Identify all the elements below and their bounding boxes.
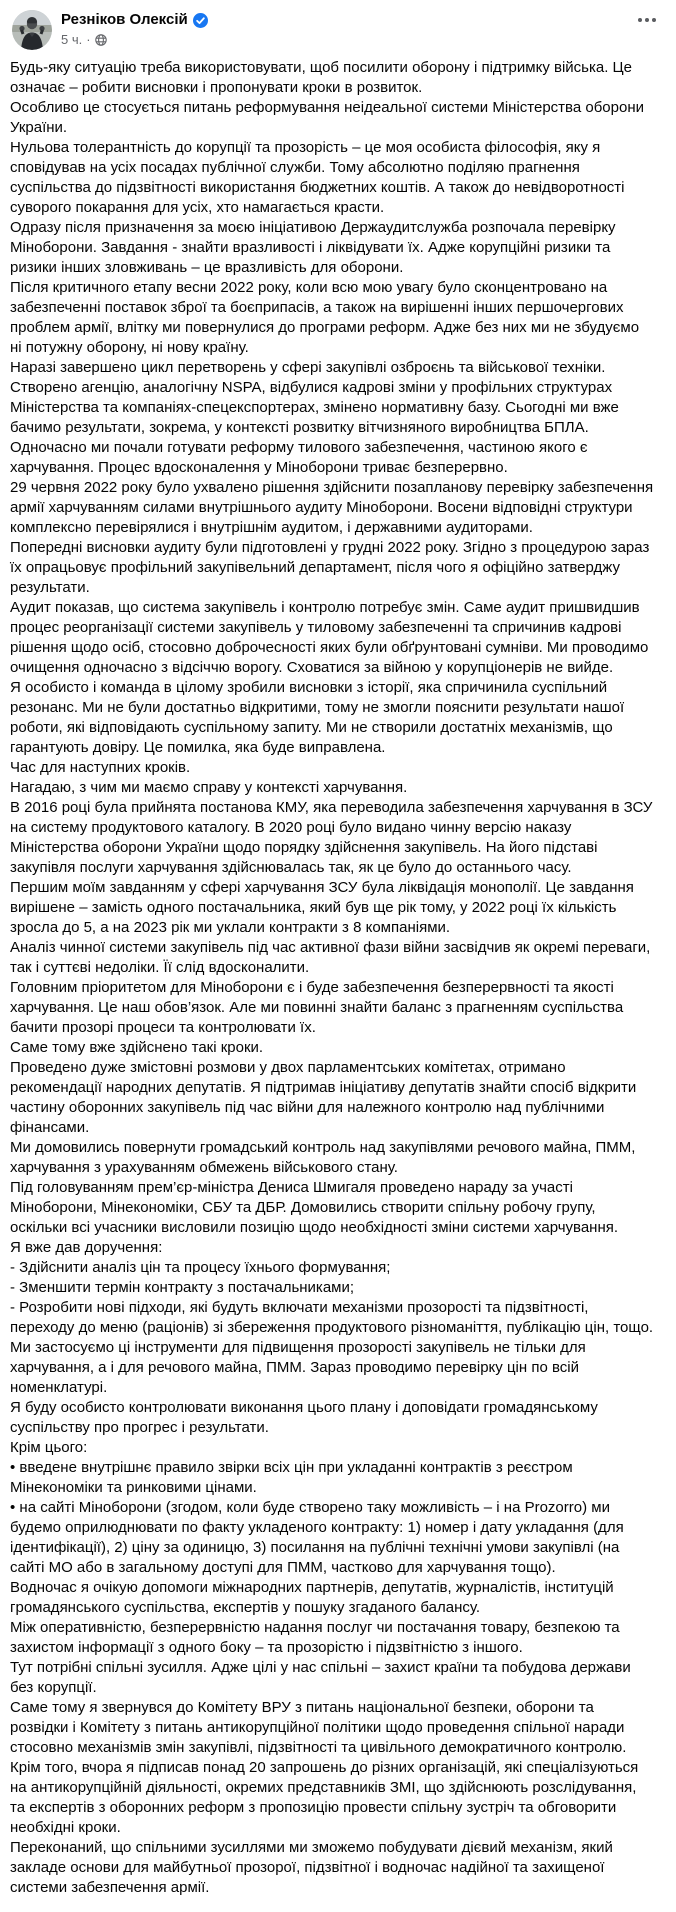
more-options-icon [638,18,656,22]
post-paragraph: Одразу після призначення за моєю ініціативою Держаудитслужба розпочала перевірку Міноборони. Завдання - знайти вразливості і ліквідувати їх. Адже корупційні ризики та ризики інших зловживань – це вразливість для оборони. [10,219,616,276]
post-paragraph: • введене внутрішнє правило звірки всіх цін при укладанні контрактів з реєстром Мінекономіки та ринковими цінами. [10,1459,573,1496]
globe-icon [95,34,107,46]
post-meta-row [61,31,630,48]
post-paragraph: Одночасно ми почали готувати реформу тилового забезпечення, частиною якого є харчування. Процес вдосконалення у Міноборони триває безперервно. [10,439,588,476]
post-paragraph: Ми застосуємо ці інструменти для підвищення прозорості закупівель не тільки для харчування, а і для речового майна, ПММ. Зараз проводимо перевірку цін по всій номенклатурі. [10,1339,586,1396]
post-paragraph: Час для наступних кроків. [10,759,191,776]
meta-separator: · [86,32,91,47]
post-paragraph: Я вже дав доручення: [10,1239,163,1256]
post-paragraph: Аналіз чинної системи закупівель під час активної фази війни засвідчив як окремі переваги, так і суттєві недоліки. Її слід вдосконалити. [10,939,651,976]
post-paragraph: Після критичного етапу весни 2022 року, коли всю мою увагу було сконцентровано на забезпеченні поставок зброї та боєприпасів, а також на вирішенні інших першочергових проблем армії, влітку ми повернулися до програми реформ. Адже без них ми не збудуємо ні потужну оборону, ні нову країну. [10,279,640,356]
post-paragraph: Переконаний, що спільними зусиллями ми зможемо побудувати дієвий механізм, який закладе основи для майбутньої прозорої, підзвітної і водночас надійної та захищеної системи забезпечення армії. [10,1839,613,1896]
post-paragraph: Крім цього: [10,1439,88,1456]
post-paragraph: Під головуванням прем’єр-міністра Дениса Шмигаля проведено нараду за участі Міноборони, Мінекономіки, СБУ та ДБР. Домовились створити спільну робочу групу, оскільки всі учасники висловили позицію щодо необхідності зміни системи харчування. [10,1179,619,1236]
post-paragraph: • на сайті Міноборони (згодом, коли буде створено таку можливість – і на Prozorro) ми будемо оприлюднювати по факту укладеного контракту: 1) номер і дату укладання (для ідентифікації), 2) ціну за одиницю, 3) посилання на публічні технічні умови закупівлі (на сайті МО або в загальному доступі для ПММ, частково для харчування тощо). [10,1499,624,1576]
post-paragraph: В 2016 році була прийнята постанова КМУ, яка переводила забезпечення харчування в ЗСУ на систему продуктового каталогу. В 2020 році було видано чинну версію наказу Міністерства оборони України щодо порядку здійснення закупівель. На його підставі закупівля послуги харчування здійснювалась так, як це було до останнього часу. [10,799,653,876]
post-paragraph: Нульова толерантність до корупції та прозорість – це моя особиста філософія, яку я сповідував на усіх посадах публічної служби. Тому абсолютно поділяю прагнення суспільства до підзвітності використання бюджетних коштів. А також до невідворотності суворого покарання для усіх, хто намагається красти. [10,139,625,216]
post-paragraph: Аудит показав, що система закупівель і контролю потребує змін. Саме аудит пришвидшив процес реорганізації системи закупівель у тиловому забезпеченні та спричинив кадрові рішення щодо осіб, стосовно доброчесності яких були обґрунтовані сумніви. Ми проводимо очищення одночасно з відсіччю ворогу. Сховатися за війною у корупціонерів не вийде. [10,599,649,676]
post-paragraph: Між оперативністю, безперервністю надання послуг чи постачання товару, безпекою та захистом інформації з одного боку – та прозорістю і підзвітністю з іншого. [10,1619,620,1656]
post-paragraph: Саме тому я звернувся до Комітету ВРУ з питань національної безпеки, оборони та розвідки і Комітету з питань антикорупційної політики щодо проведення спільної наради стосовно механізмів змін закупівлі, підзвітності та цивільного демократичного контролю. [10,1699,627,1756]
post-paragraph: 29 червня 2022 року було ухвалено рішення здійснити позапланову перевірку забезпечення армії харчуванням силами внутрішнього аудиту Міноборони. Восени відповідні структури комплексно перевірялися і внутрішнім аудитом, і державними аудиторами. [10,479,654,536]
post-paragraph: Першим моїм завданням у сфері харчування ЗСУ була ліквідація монополії. Це завдання вирішене – замість одного постачальника, який був ще рік тому, у 2022 році їх кількість зросла до 5, а на 2023 рік ми уклали контракти з 8 компаніями. [10,879,634,936]
avatar[interactable] [12,10,52,50]
post-paragraph: Крім того, вчора я підписав понад 20 запрошень до різних організацій, які спеціалізуються на антикорупційній діяльності, окремих представників ЗМІ, що здійснюють розслідування, та експертів з оборонних реформ з пропозицію провести спільну зустріч та обговорити необхідні кроки. [10,1759,639,1836]
post-paragraph: Саме тому вже здійснено такі кроки. [10,1039,264,1056]
timestamp[interactable]: 5 ч. [61,32,83,47]
post-paragraph: - Розробити нові підходи, які будуть включати механізми прозорості та підзвітності, переходу до меню (раціонів) зі збереження продуктового різноманіття, публікацію цін, тощо. [10,1299,654,1336]
post-paragraph: Ми домовились повернути громадський контроль над закупівлями речового майна, ПММ, харчування з урахуванням обмежень військового стану. [10,1139,636,1176]
post-body-text [0,52,676,1912]
post-paragraph: Нагадаю, з чим ми маємо справу у контексті харчування. [10,779,408,796]
post-header [0,0,676,52]
post-paragraph: Водночас я очікую допомоги міжнародних партнерів, депутатів, журналістів, інституцій громадянського суспільства, експертів у пошуку згаданого балансу. [10,1579,614,1616]
verified-badge-icon [193,13,208,28]
post-paragraph: - Здійснити аналіз цін та процесу їхнього формування; [10,1259,391,1276]
post-paragraph: Я особисто і команда в цілому зробили висновки з історії, яка спричинила суспільний резонанс. Ми не були достатньо відкритими, тому не змогли пояснити результати нашої роботи, які відповідають суспільному запиту. Ми не створили достатніх механізмів, що гарантують довіру. Це помилка, яка буде виправлена. [10,679,625,756]
post-paragraph: Наразі завершено цикл перетворень у сфері закупівлі озброєнь та військової техніки. Створено агенцію, аналогічну NSPA, відбулися кадрові зміни у профільних структурах Міністерства та компаніях-спецекспортерах, змінено нормативну базу. Сьогодні ми вже бачимо результати, зокрема, у контексті розвитку вітчизняного виробництва БПЛА. [10,359,619,436]
post-paragraph: Проведено дуже змістовні розмови у двох парламентських комітетах, отримано рекомендації народних депутатів. Я підтримав ініціативу депутатів знайти спосіб відкрити частину оборонних закупівель під час війни для належного контролю над публічними фінансами. [10,1059,637,1136]
avatar-photo-icon [12,10,52,50]
post-paragraph: - Зменшити термін контракту з постачальниками; [10,1279,355,1296]
post-paragraph: Я буду особисто контролювати виконання цього плану і доповідати громадянському суспільству про прогрес і результати. [10,1399,598,1436]
post-paragraph: Будь-яку ситуацію треба використовувати, щоб посилити оборону і підтримку війська. Це означає – робити висновки і пропонувати кроки в розвиток. [10,59,632,96]
post-paragraph: Особливо це стосується питань реформування неідеальної системи Міністерства оборони України. [10,99,644,136]
author-name[interactable]: Резніков Олексій [61,11,188,28]
post-paragraph: Попередні висновки аудиту були підготовлені у грудні 2022 року. Згідно з процедурою зараз їх опрацьовує профільний закупівельний департамент, після чого я офіційно затверджу результати. [10,539,650,596]
post-header-info [61,10,630,48]
author-row [61,10,630,30]
post-paragraph: Головним пріоритетом для Міноборони є і буде забезпечення безперервності та якості харчування. Це наш обов’язок. Але ми повинні знайти баланс з прагненням суспільства бачити прозорі процеси та контролювати їх. [10,979,624,1036]
more-options-button[interactable] [630,10,660,30]
post-paragraph: Тут потрібні спільні зусилля. Адже цілі у нас спільні – захист країни та побудова держави без корупції. [10,1659,631,1696]
